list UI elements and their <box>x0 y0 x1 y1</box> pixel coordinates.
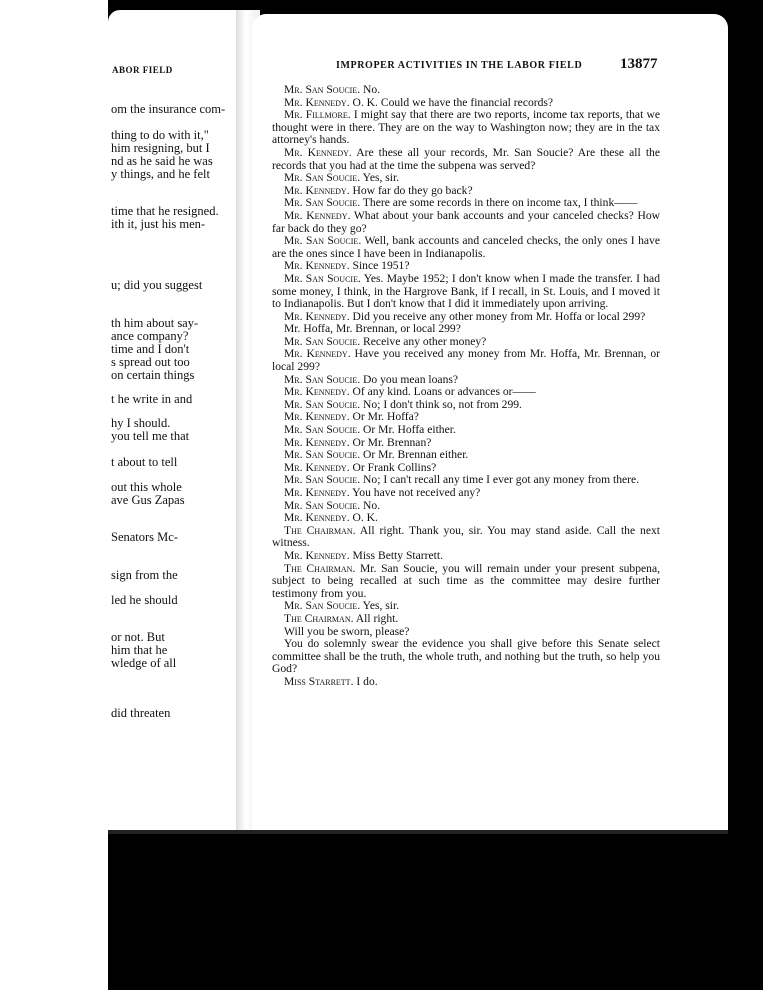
page-number: 13877 <box>620 56 658 72</box>
speech-text: Do you mean loans? <box>360 372 459 386</box>
speech-text: Well, bank accounts and canceled checks, the only ones I have are the ones since I have been in Indianapolis. <box>272 234 660 260</box>
speech-text: All right. Thank you, sir. You may stand aside. Call the next witness. <box>272 523 660 550</box>
left-text-line: thing to do with it," <box>111 128 209 142</box>
left-text-line: nd as he said he was <box>111 154 213 168</box>
left-text-line: u; did you suggest <box>111 278 203 292</box>
left-text-line: him that he <box>111 643 168 657</box>
speaker-name: The Chairman. <box>284 561 356 575</box>
left-text-line: Senators Mc- <box>111 530 178 544</box>
speaker-name: Miss Starrett. <box>284 674 354 688</box>
left-text-line: out this whole <box>111 480 182 494</box>
left-text-line: him resigning, but I <box>111 141 210 155</box>
speaker-name: The Chairman. <box>284 523 356 537</box>
speaker-name: Mr. Kennedy. <box>284 460 350 474</box>
left-text-line: you tell me that <box>111 429 190 443</box>
left-text-line: on certain things <box>111 368 195 382</box>
transcript-paragraph <box>272 147 660 172</box>
speaker-name: Mr. San Soucie. <box>284 334 361 348</box>
speaker-name: The Chairman. <box>284 611 354 625</box>
running-head: IMPROPER ACTIVITIES IN THE LABOR FIELD <box>336 60 583 71</box>
speaker-name: Mr. Kennedy. <box>284 347 351 361</box>
transcript-paragraph <box>272 638 660 676</box>
speech-text: Or Mr. Hoffa either. <box>360 423 456 437</box>
left-text-line: s spread out too <box>111 355 190 369</box>
speech-text: You do solemnly swear the evidence you shall give before this Senate select committee shall be the truth, the whole truth, and nothing but the truth, so help you God? <box>272 637 660 676</box>
left-text-line: ith it, just his men- <box>111 217 206 231</box>
speaker-name: Mr. San Soucie. <box>284 372 361 386</box>
speaker-name: Mr. San Soucie. <box>284 234 362 248</box>
left-text-line: time and I don't <box>111 342 190 356</box>
speech-text: Of any kind. Loans or advances or—— <box>349 385 536 399</box>
left-page <box>108 10 248 830</box>
speech-text: Have you received any money from Mr. Hoffa, Mr. Brennan, or local 299? <box>272 347 660 374</box>
speaker-name: Mr. Kennedy. <box>284 95 350 109</box>
speech-text: No. <box>360 83 381 96</box>
transcript-paragraph <box>272 563 660 601</box>
left-text-line: th him about say- <box>111 316 199 330</box>
left-text-line: or not. But <box>111 630 165 644</box>
speaker-name: Mr. San Soucie. <box>284 448 361 462</box>
speech-text: Yes, sir. <box>360 171 400 185</box>
speaker-name: Mr. Kennedy. <box>284 435 350 449</box>
left-text-line: ave Gus Zapas <box>111 493 185 507</box>
right-page <box>252 14 728 832</box>
left-text-line: sign from the <box>111 568 178 582</box>
speech-text: No. <box>360 498 381 512</box>
speech-text: Yes, sir. <box>360 599 400 613</box>
speech-text: Receive any other money? <box>360 334 487 348</box>
speaker-name: Mr. Kennedy. <box>284 309 350 323</box>
speaker-name: Mr. Fillmore. <box>284 108 351 122</box>
speaker-name: Mr. Kennedy. <box>284 410 350 424</box>
speaker-name: Mr. Kennedy. <box>284 183 350 197</box>
speaker-name: Mr. Kennedy. <box>284 385 350 399</box>
speech-text: How far do they go back? <box>349 183 473 197</box>
transcript-paragraph <box>272 273 660 311</box>
transcript-paragraph <box>272 109 660 147</box>
speech-text: Or Mr. Hoffa? <box>349 410 419 424</box>
speaker-name: Mr. San Soucie. <box>284 498 361 512</box>
left-text-line: t about to tell <box>111 455 178 469</box>
speaker-name: Mr. San Soucie. <box>284 473 361 487</box>
speaker-name: Mr. Kennedy. <box>284 511 350 525</box>
speech-text: Mr. Hoffa, Mr. Brennan, or local 299? <box>284 322 461 336</box>
speaker-name: Mr. San Soucie. <box>284 171 361 185</box>
left-text-line: led he should <box>111 593 178 607</box>
transcript-paragraph <box>272 525 660 550</box>
speech-text: Mr. San Soucie, you will remain under your present subpena, subject to being recalled at such time as the committee may desire further testimony from you. <box>272 561 660 600</box>
speech-text: There are some records in there on income tax, I think—— <box>360 196 638 210</box>
left-text-line: y things, and he felt <box>111 167 210 181</box>
speaker-name: Mr. San Soucie. <box>284 196 361 210</box>
speaker-name: Mr. San Soucie. <box>284 397 361 411</box>
speech-text: Yes. Maybe 1952; I don't know when I made the transfer. I had some money, I think, in the Hargrove Bank, if I recall, in St. Louis, and I moved it to Indianapolis. But I don't know that I did it immediately upon arriving. <box>272 271 660 311</box>
speaker-name: Mr. Kennedy. <box>284 208 351 222</box>
speaker-name: Mr. Kennedy. <box>284 548 350 562</box>
speaker-name: Mr. Kennedy. <box>284 259 350 273</box>
left-text-line: t he write in and <box>111 392 193 406</box>
left-text-line: time that he resigned. <box>111 204 219 218</box>
scan-margin <box>0 0 108 990</box>
speaker-name: Mr. San Soucie. <box>284 271 361 285</box>
speaker-name: Mr. San Soucie. <box>284 423 361 437</box>
transcript-paragraph <box>272 348 660 373</box>
speech-text: No; I don't think so, not from 299. <box>360 397 522 411</box>
speaker-name: Mr. Kennedy. <box>284 145 352 159</box>
speech-text: Are these all your records, Mr. San Soucie? Are these all the records that you had at the time the subpena was served? <box>272 145 660 172</box>
speech-text: No; I can't recall any time I ever got any money from there. <box>360 473 640 487</box>
left-running-head: ABOR FIELD <box>112 65 173 75</box>
left-text-line: wledge of all <box>111 656 177 670</box>
transcript-paragraph <box>272 235 660 260</box>
speech-text: Will you be sworn, please? <box>284 624 410 638</box>
transcript-body <box>272 84 660 689</box>
speech-text: O. K. <box>349 511 378 525</box>
transcript-paragraph <box>272 676 660 689</box>
speech-text: All right. <box>353 611 399 625</box>
speech-text: Or Frank Collins? <box>349 460 437 474</box>
speaker-name: Mr. San Soucie. <box>284 83 361 96</box>
left-text-line: hy I should. <box>111 416 171 430</box>
speech-text: You have not received any? <box>349 486 481 499</box>
speech-text: Did you receive any other money from Mr. Hoffa or local 299? <box>349 309 646 323</box>
speech-text: Miss Betty Starrett. <box>349 548 443 562</box>
speech-text: Or Mr. Brennan? <box>349 435 432 449</box>
left-text-line: ance company? <box>111 329 189 343</box>
speaker-name: Mr. Kennedy. <box>284 486 350 499</box>
speech-text: O. K. Could we have the financial records? <box>349 95 554 109</box>
left-text-line: om the insurance com- <box>111 102 226 116</box>
speech-text: I do. <box>353 674 378 688</box>
speech-text: I might say that there are two reports, income tax reports, that we thought were in there. They are on the way to Washington now; they are in the tax attorney's hands. <box>272 108 660 147</box>
speech-text: What about your bank accounts and your canceled checks? How far back do they go? <box>272 208 660 235</box>
left-text-line: did threaten <box>111 706 171 720</box>
page-bottom-edge <box>108 830 728 834</box>
speaker-name: Mr. San Soucie. <box>284 599 361 613</box>
transcript-paragraph <box>272 210 660 235</box>
speech-text: Since 1951? <box>349 259 410 273</box>
speech-text: Or Mr. Brennan either. <box>360 448 469 462</box>
